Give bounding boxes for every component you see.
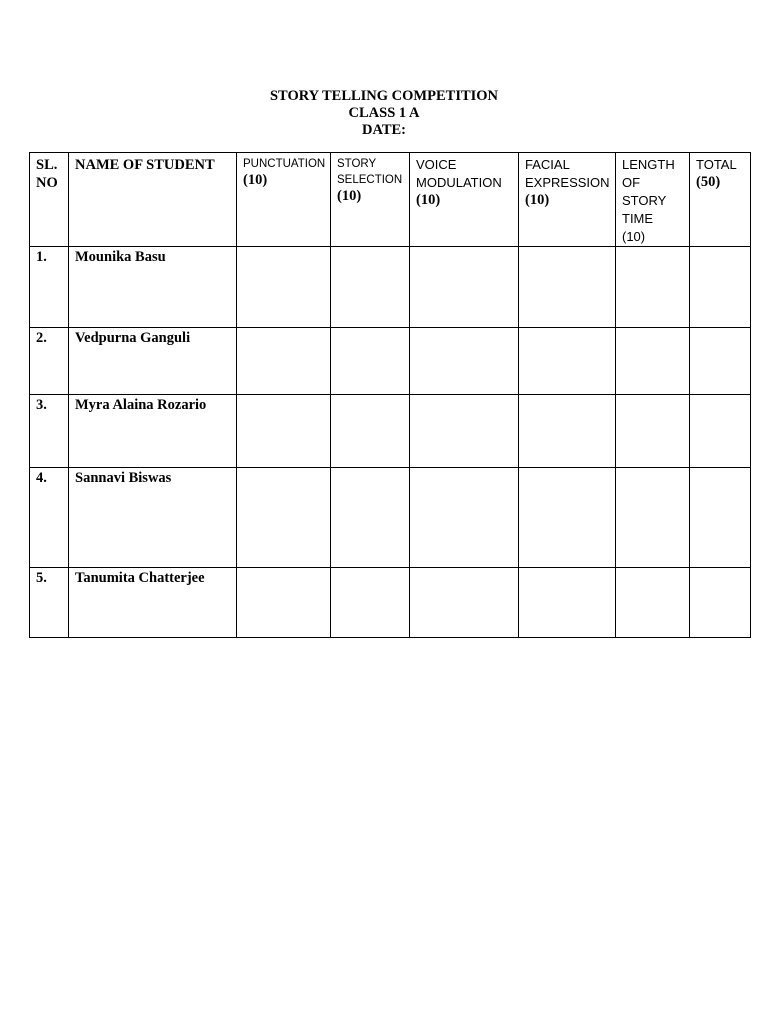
score-cell-total[interactable] [690,247,751,328]
header-facial-expression-label: FACIAL EXPRESSION [525,157,610,190]
header-name-label: NAME OF STUDENT [75,157,215,173]
score-cell-punctuation[interactable] [237,568,331,638]
header-story-selection-points: (10) [337,188,362,204]
header-sl-no [30,153,69,247]
score-cell-facial-expression[interactable] [519,328,616,395]
header-total-points: (50) [696,174,721,190]
header-name [69,153,237,247]
student-name: Sannavi Biswas [69,468,237,568]
score-cell-voice-modulation[interactable] [410,468,519,568]
row-sl: 5. [30,568,69,638]
header-facial-expression [519,153,616,247]
score-cell-punctuation[interactable] [237,247,331,328]
score-cell-total[interactable] [690,468,751,568]
row-sl: 3. [30,395,69,468]
header-story-selection-label: STORY SELECTION [337,158,403,186]
document-title: STORY TELLING COMPETITION [269,88,499,104]
header-punctuation-points: (10) [243,172,268,188]
header-facial-expression-points: (10) [525,192,550,208]
score-cell-voice-modulation[interactable] [410,568,519,638]
score-cell-punctuation[interactable] [237,395,331,468]
header-length-label: LENGTH OF STORY TIME [622,157,675,226]
score-cell-total[interactable] [690,395,751,468]
score-cell-length[interactable] [616,468,690,568]
header-row [30,153,751,247]
header-sl-no-label: SL. NO [36,157,58,191]
row-sl: 4. [30,468,69,568]
score-cell-length[interactable] [616,395,690,468]
table-row [30,468,751,568]
score-cell-story-selection[interactable] [331,568,410,638]
table-row [30,395,751,468]
class-line: CLASS 1 A [348,105,420,121]
score-cell-punctuation[interactable] [237,468,331,568]
header-voice-modulation-points: (10) [416,192,441,208]
table-row [30,247,751,328]
header-punctuation-label: PUNCTUATION [243,158,326,170]
header-punctuation [237,153,331,247]
header-length-points: (10) [622,229,646,244]
date-line: DATE: [361,122,407,138]
score-cell-voice-modulation[interactable] [410,328,519,395]
table-row [30,568,751,638]
score-cell-facial-expression[interactable] [519,568,616,638]
score-cell-story-selection[interactable] [331,247,410,328]
score-cell-facial-expression[interactable] [519,468,616,568]
row-sl: 2. [30,328,69,395]
score-cell-story-selection[interactable] [331,328,410,395]
score-cell-length[interactable] [616,247,690,328]
header-voice-modulation-label: VOICE MODULATION [416,157,502,190]
header-total [690,153,751,247]
score-cell-total[interactable] [690,328,751,395]
header-length-of-story-time [616,153,690,247]
table-row [30,328,751,395]
score-cell-total[interactable] [690,568,751,638]
score-cell-voice-modulation[interactable] [410,395,519,468]
score-cell-facial-expression[interactable] [519,395,616,468]
score-cell-story-selection[interactable] [331,395,410,468]
score-cell-punctuation[interactable] [237,328,331,395]
row-sl: 1. [30,247,69,328]
student-name: Vedpurna Ganguli [69,328,237,395]
score-table [29,152,751,638]
header-voice-modulation [410,153,519,247]
student-name: Myra Alaina Rozario [69,395,237,468]
student-name: Tanumita Chatterjee [69,568,237,638]
student-name: Mounika Basu [69,247,237,328]
score-cell-facial-expression[interactable] [519,247,616,328]
header-story-selection [331,153,410,247]
score-cell-voice-modulation[interactable] [410,247,519,328]
score-cell-story-selection[interactable] [331,468,410,568]
score-cell-length[interactable] [616,568,690,638]
header-total-label: TOTAL [696,157,737,172]
score-cell-length[interactable] [616,328,690,395]
